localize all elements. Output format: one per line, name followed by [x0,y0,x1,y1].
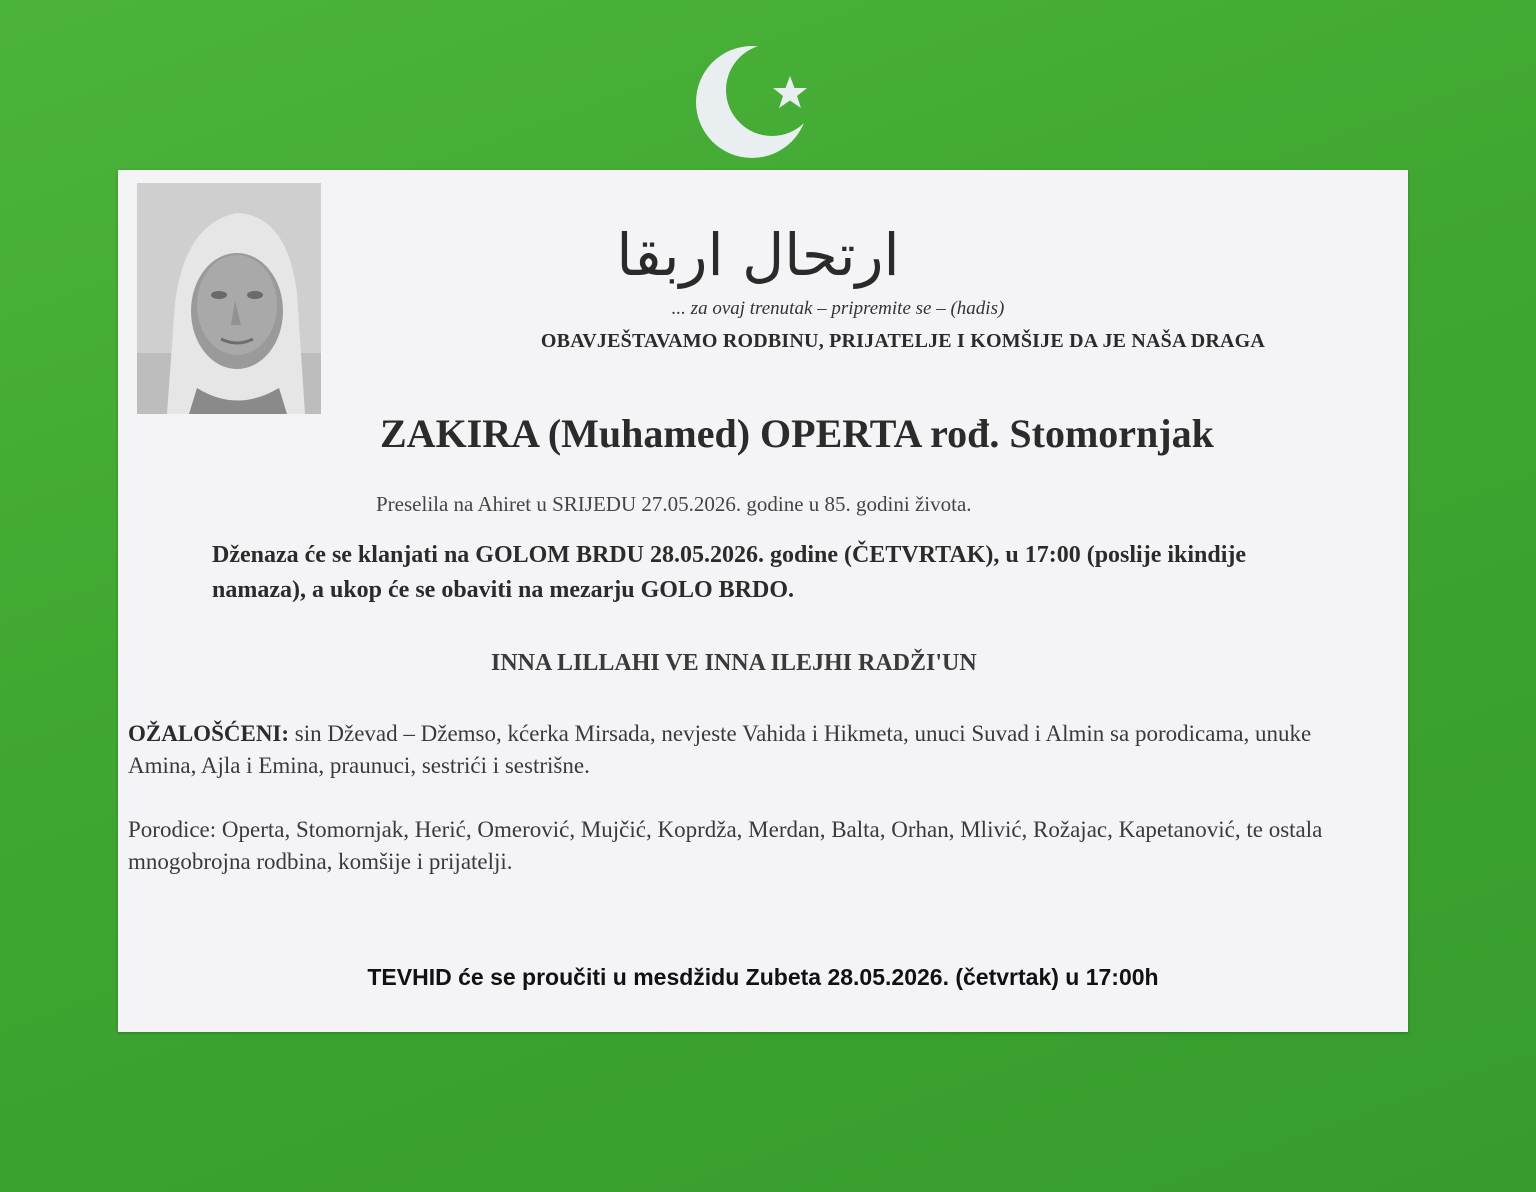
obituary-notice [118,170,1408,1032]
arabic-calligraphy-header: ارتحال اربقا [616,221,900,289]
tevhid-info: TEVHID će se proučiti u mesdžidu Zubeta 28.05.2026. (četvrtak) u 17:00h [367,964,1159,990]
hadis-quote: ... za ovaj trenutak – pripremite se – (hadis) [671,298,1005,319]
inna-lillahi-phrase: INNA LILLAHI VE INNA ILEJHI RADŽI'UN [491,650,977,676]
mourners-label: OŽALOŠĆENI: [128,721,290,746]
families-paragraph: Porodice: Operta, Stomornjak, Herić, Omerović, Mujčić, Koprdža, Merdan, Balta, Orhan, Mlivić, Rožajac, Kapetanović, te ostala mnogobrojna rodbina, komšije i prijatelji. [128,817,1323,874]
funeral-prayer-info: Dženaza će se klanjati na GOLOM BRDU 28.05.2026. godine (ČETVRTAK), u 17:00 (poslije ikindije namaza), a ukop će se obaviti na mezarju GOLO BRDO. [212,542,1247,603]
mourners-paragraph [128,718,1368,782]
crescent-star-icon [690,38,820,168]
mourners-list: sin Dževad – Džemso, kćerka Mirsada, nevjeste Vahida i Hikmeta, unuci Suvad i Almin sa porodicama, unuke Amina, Ajla i Emina, praunuci, sestrići i sestrišne. [128,721,1312,778]
deceased-name: ZAKIRA (Muhamed) OPERTA rođ. Stomornjak [380,411,1214,456]
announcement-line: OBAVJEŠTAVAMO RODBINU, PRIJATELJE I KOMŠIJE DA JE NAŠA DRAGA [540,330,1266,352]
date-of-death: Preselila na Ahiret u SRIJEDU 27.05.2026. godine u 85. godini života. [376,492,972,516]
